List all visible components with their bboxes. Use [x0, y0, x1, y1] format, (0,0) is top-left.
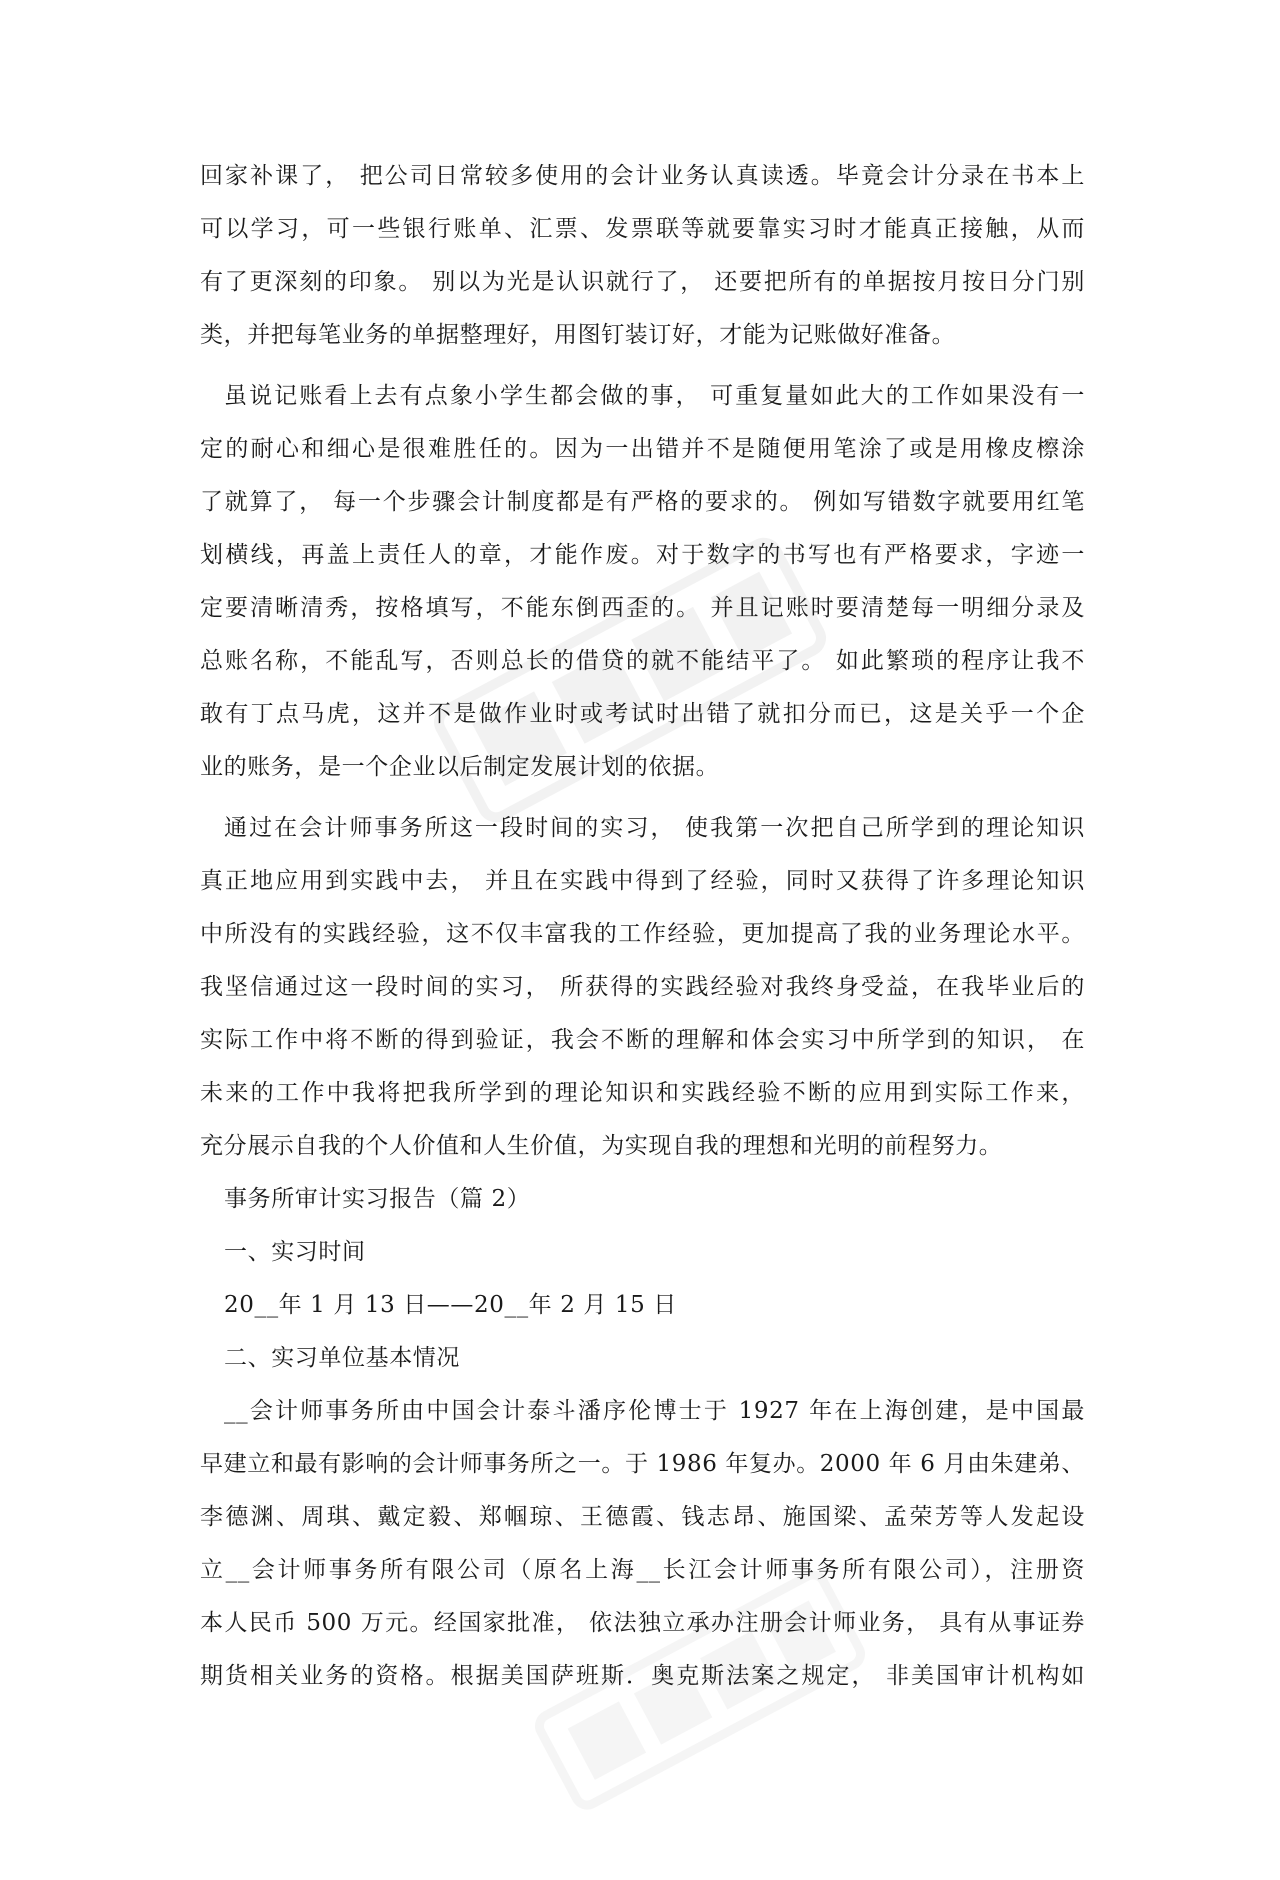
- text-line: 未来的工作中我将把我所学到的理论知识和实践经验不断的应用到实际工作来，: [200, 1080, 1085, 1106]
- text-line: 20__年 1 月 13 日——20__年 2 月 15 日: [224, 1292, 677, 1318]
- text-line: 李德渊、周琪、戴定毅、郑帼琼、王德霞、钱志昂、施国梁、孟荣芳等人发起设: [200, 1504, 1085, 1530]
- text-line: 划横线，再盖上责任人的章，才能作废。对于数字的书写也有严格要求，字迹一: [200, 542, 1085, 568]
- text-line: 实际工作中将不断的得到验证，我会不断的理解和体会实习中所学到的知识， 在: [200, 1027, 1085, 1053]
- section-heading: 一、实习时间: [224, 1239, 366, 1265]
- text-line: __会计师事务所由中国会计泰斗潘序伦博士于 1927 年在上海创建，是中国最: [224, 1398, 1085, 1424]
- text-line: 早建立和最有影响的会计师事务所之一。于 1986 年复办。2000 年 6 月由朱建弟、: [200, 1451, 1085, 1477]
- text-line: 本人民币 500 万元。经国家批准， 依法独立承办注册会计师业务， 具有从事证券: [200, 1610, 1085, 1636]
- text-line: 期货相关业务的资格。根据美国萨班斯．奥克斯法案之规定， 非美国审计机构如: [200, 1663, 1085, 1689]
- section-heading: 事务所审计实习报告（篇 2）: [224, 1186, 531, 1212]
- text-line: 定的耐心和细心是很难胜任的。因为一出错并不是随便用笔涂了或是用橡皮檫涂: [200, 436, 1085, 462]
- text-line: 回家补课了， 把公司日常较多使用的会计业务认真读透。毕竟会计分录在书本上: [200, 163, 1085, 189]
- text-line: 了就算了， 每一个步骤会计制度都是有严格的要求的。 例如写错数字就要用红笔: [200, 489, 1085, 515]
- text-line: 虽说记账看上去有点象小学生都会做的事， 可重复量如此大的工作如果没有一: [224, 383, 1085, 409]
- text-line: 总账名称，不能乱写，否则总长的借贷的就不能结平了。 如此繁琐的程序让我不: [200, 648, 1085, 674]
- text-line: 有了更深刻的印象。 别以为光是认识就行了， 还要把所有的单据按月按日分门别: [200, 269, 1085, 295]
- text-line: 敢有丁点马虎，这并不是做作业时或考试时出错了就扣分而已，这是关乎一个企: [200, 701, 1085, 727]
- text-line: 中所没有的实践经验，这不仅丰富我的工作经验，更加提高了我的业务理论水平。: [200, 921, 1085, 947]
- text-line: 充分展示自我的个人价值和人生价值，为实现自我的理想和光明的前程努力。: [200, 1133, 1003, 1159]
- text-line: 定要清晰清秀，按格填写，不能东倒西歪的。 并且记账时要清楚每一明细分录及: [200, 595, 1085, 621]
- text-line: 真正地应用到实践中去， 并且在实践中得到了经验，同时又获得了许多理论知识: [200, 868, 1085, 894]
- text-line: 立__会计师事务所有限公司（原名上海__长江会计师事务所有限公司），注册资: [200, 1557, 1085, 1583]
- document-body: [200, 150, 1085, 1703]
- text-line: 我坚信通过这一段时间的实习， 所获得的实践经验对我终身受益，在我毕业后的: [200, 974, 1085, 1000]
- section-heading: 二、实习单位基本情况: [224, 1345, 460, 1371]
- text-line: 通过在会计师事务所这一段时间的实习， 使我第一次把自己所学到的理论知识: [224, 815, 1085, 841]
- text-line: 类，并把每笔业务的单据整理好，用图钉装订好，才能为记账做好准备。: [200, 322, 956, 348]
- text-line: 业的账务，是一个企业以后制定发展计划的依据。: [200, 754, 720, 780]
- text-line: 可以学习，可一些银行账单、汇票、发票联等就要靠实习时才能真正接触，从而: [200, 216, 1085, 242]
